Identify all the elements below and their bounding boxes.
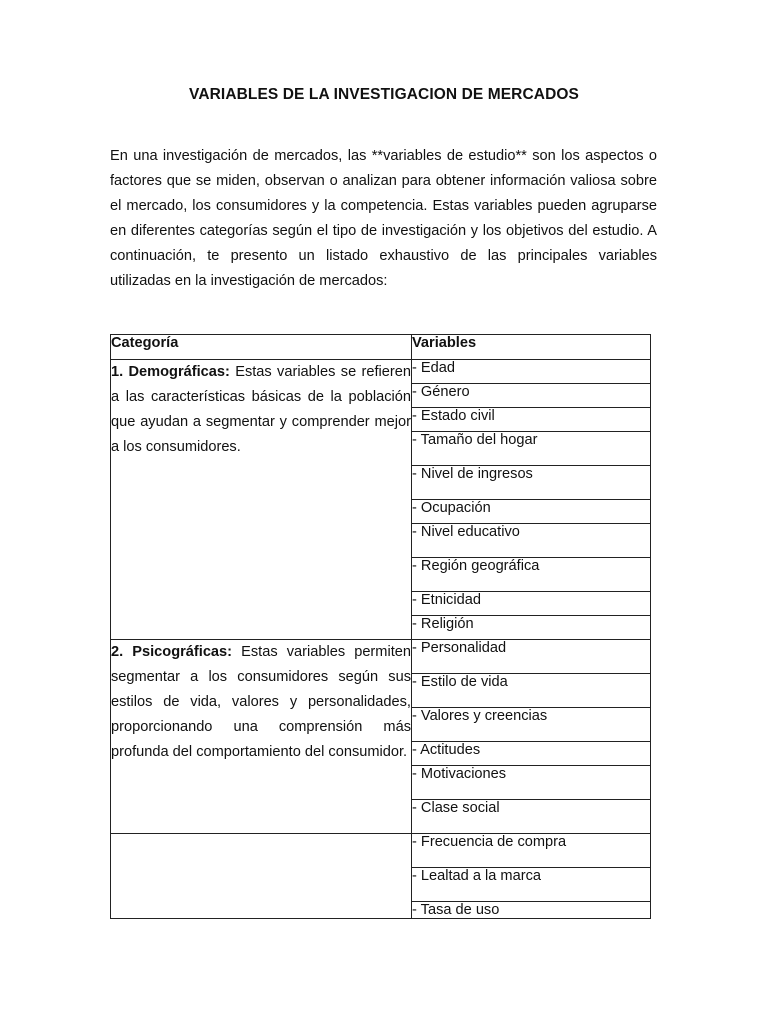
table-row (111, 834, 651, 868)
variable-cell: - Nivel de ingresos (412, 466, 651, 500)
variable-cell: - Valores y creencias (412, 708, 651, 742)
variable-cell: - Estado civil (412, 408, 651, 432)
variable-cell: - Región geográfica (412, 558, 651, 592)
variable-cell: - Actitudes (412, 742, 651, 766)
variable-cell: - Nivel educativo (412, 524, 651, 558)
category-psicograficas (111, 640, 412, 834)
variable-cell: - Clase social (412, 800, 651, 834)
category-description: Estas variables se refieren a las características básicas de la población que ayudan a segmentar y comprender mejor a los consumidores. (111, 364, 411, 455)
table-row (111, 640, 651, 674)
variable-cell: - Personalidad (412, 640, 651, 674)
category-title: 2. Psicográficas: (111, 644, 233, 660)
variable-cell: - Género (412, 384, 651, 408)
variable-cell: - Religión (412, 616, 651, 640)
intro-paragraph: En una investigación de mercados, las **variables de estudio** son los aspectos o factores que se miden, observan o analizan para obtener información valiosa sobre el mercado, los consumidores y la competencia. Estas variables pueden agruparse en diferentes categorías según el tipo de investigación y los objetivos del estudio. A continuación, te presento un listado exhaustivo de las principales variables utilizadas en la investigación de mercados: (110, 148, 657, 289)
variable-cell: - Tamaño del hogar (412, 432, 651, 466)
variable-cell: - Frecuencia de compra (412, 834, 651, 868)
variable-cell: - Ocupación (412, 500, 651, 524)
category-demograficas (111, 360, 412, 640)
table-row (111, 360, 651, 384)
table-header-row (111, 335, 651, 360)
document-title: VARIABLES DE LA INVESTIGACION DE MERCADOS (189, 86, 579, 103)
variable-cell: - Motivaciones (412, 766, 651, 800)
category-empty (111, 834, 412, 919)
variable-cell: - Estilo de vida (412, 674, 651, 708)
variables-table (110, 334, 651, 919)
variable-cell: - Lealtad a la marca (412, 868, 651, 902)
category-description: Estas variables permiten segmentar a los consumidores según sus estilos de vida, valores y personalidades, proporcionando una comprensión más profunda del comportamiento del consumidor. (111, 644, 411, 760)
variable-cell: - Edad (412, 360, 651, 384)
header-category: Categoría (111, 335, 412, 360)
variable-cell: - Tasa de uso (412, 902, 651, 919)
header-variables: Variables (412, 335, 651, 360)
category-title: 1. Demográficas: (111, 364, 230, 380)
variable-cell: - Etnicidad (412, 592, 651, 616)
